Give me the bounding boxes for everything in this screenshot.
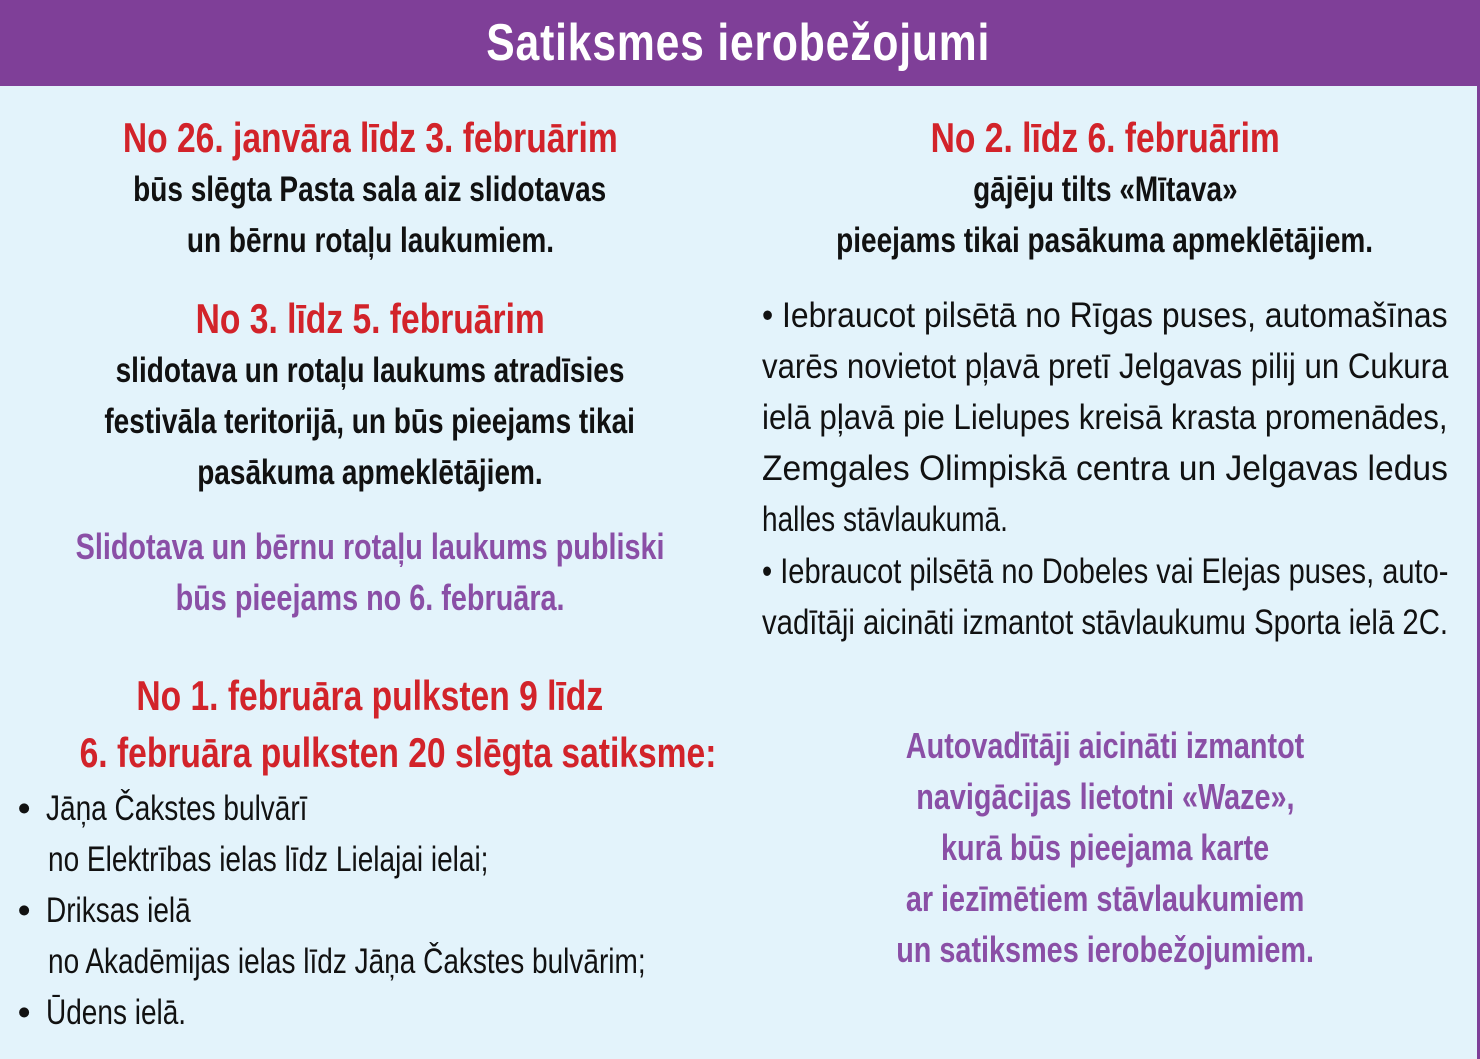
section-text-line: festivāla teritorijā, un būs pieejams tikai xyxy=(104,402,636,441)
paragraph-line: vadītāji aicināti izmantot stāvlaukumu Sporta ielā 2C. xyxy=(762,603,1449,642)
list-item-detail xyxy=(18,936,738,987)
section-heading: No 1. februāra pulksten 9 līdz xyxy=(136,672,604,719)
left-section-2 xyxy=(0,293,740,498)
list-item-text: Driksas ielā xyxy=(46,891,191,930)
left-notice xyxy=(0,521,740,623)
section-heading: 6. februāra pulksten 20 slēgta satiksme: xyxy=(79,729,717,776)
section-heading: No 3. līdz 5. februārim xyxy=(195,295,545,342)
list-item-text: Jāņa Čakstes bulvārī xyxy=(46,789,308,828)
title-banner xyxy=(0,0,1477,86)
notice-line: un satiksmes ierobežojumiem. xyxy=(896,929,1314,970)
parking-paragraph-dobele xyxy=(762,546,1448,648)
section-text-line: gājēju tilts «Mītava» xyxy=(972,170,1238,209)
notice-line: ar iezīmētiem stāvlaukumiem xyxy=(905,878,1305,919)
section-text-line: pieejams tikai pasākuma apmeklētājiem. xyxy=(836,221,1374,260)
right-section-1 xyxy=(740,112,1470,266)
list-item-text: no Akadēmijas ielas līdz Jāņa Čakstes bulvārim; xyxy=(48,942,646,981)
list-item-detail xyxy=(18,834,738,885)
notice-line: kurā būs pieejama karte xyxy=(940,827,1270,868)
notice-line: Slidotava un bērnu rotaļu laukums publiski xyxy=(75,526,665,567)
list-item-text: no Elektrības ielas līdz Lielajai ielai; xyxy=(48,840,489,879)
waze-notice xyxy=(740,720,1470,975)
bullet-icon: • xyxy=(18,891,31,930)
page-title: Satiksmes ierobežojumi xyxy=(486,14,991,72)
notice-line: būs pieejams no 6. februāra. xyxy=(175,577,565,618)
left-section-3-heading xyxy=(0,670,740,779)
bullet-icon: • xyxy=(18,789,31,828)
left-section-1 xyxy=(0,112,740,266)
bullet-icon: • xyxy=(18,993,31,1032)
notice-line: Autovadītāji aicināti izmantot xyxy=(905,725,1305,766)
parking-paragraph-riga xyxy=(762,290,1448,545)
paragraph-line: • Iebraucot pilsētā no Rīgas puses, automašīnas xyxy=(762,296,1448,335)
section-heading: No 26. janvāra līdz 3. februārim xyxy=(122,114,618,161)
section-text-line: un bērnu rotaļu laukumiem. xyxy=(186,221,554,260)
section-text-line: būs slēgta Pasta sala aiz slidotavas xyxy=(133,170,607,209)
paragraph-line: • Iebraucot pilsētā no Dobeles vai Elejas puses, auto- xyxy=(762,552,1449,591)
notice-line: navigācijas lietotni «Waze», xyxy=(915,776,1295,817)
paragraph-line: halles stāvlaukumā. xyxy=(762,500,1008,539)
closed-streets-list xyxy=(18,783,738,1038)
section-heading: No 2. līdz 6. februārim xyxy=(930,114,1280,161)
list-item xyxy=(18,783,738,834)
list-item-text: Ūdens ielā. xyxy=(46,993,187,1032)
section-text-line: slidotava un rotaļu laukums atradīsies xyxy=(115,351,625,390)
paragraph-line: varēs novietot pļavā pretī Jelgavas pilij un Cukura xyxy=(762,347,1449,386)
paragraph-line: ielā pļavā pie Lielupes kreisā krasta promenādes, xyxy=(762,398,1448,437)
paragraph-line: Zemgales Olimpiskā centra un Jelgavas ledus xyxy=(762,449,1448,488)
list-item xyxy=(18,885,738,936)
section-text-line: pasākuma apmeklētājiem. xyxy=(197,453,543,492)
list-item xyxy=(18,987,738,1038)
